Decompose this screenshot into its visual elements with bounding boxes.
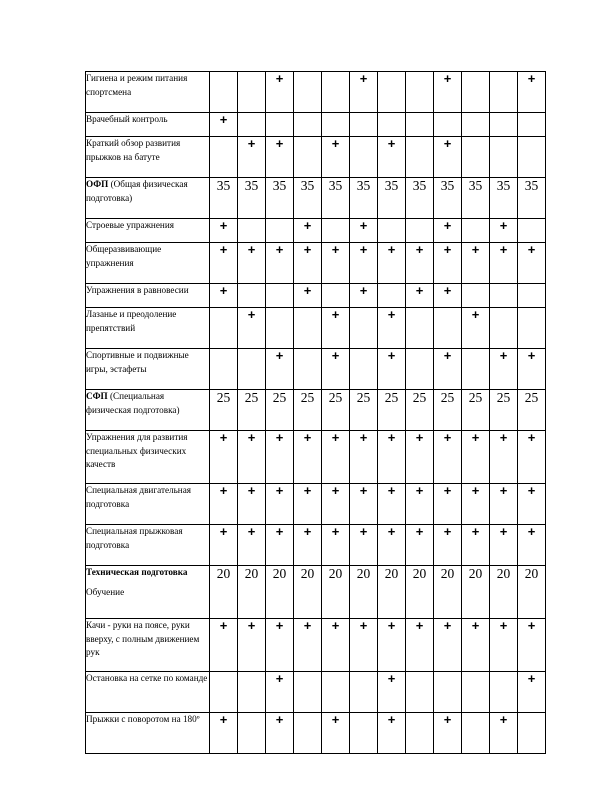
plan-cell (490, 308, 518, 349)
plan-cell: + (378, 431, 406, 484)
plan-cell (518, 137, 546, 178)
plan-cell: + (378, 672, 406, 713)
plan-cell (238, 713, 266, 754)
plan-cell (406, 113, 434, 137)
plan-cell: + (294, 525, 322, 566)
plan-cell (406, 672, 434, 713)
plan-cell: + (378, 713, 406, 754)
plan-cell (238, 219, 266, 243)
plan-cell: + (406, 525, 434, 566)
plan-cell: + (490, 431, 518, 484)
row-label-text: Краткий обзор развития прыжков на батуте (86, 138, 181, 162)
plan-cell (490, 672, 518, 713)
plan-cell: + (350, 243, 378, 284)
plan-cell (490, 113, 518, 137)
plan-cell: + (210, 284, 238, 308)
plan-cell: + (266, 349, 294, 390)
plan-cell (210, 308, 238, 349)
hours-cell: 20 (350, 566, 378, 619)
table-row (86, 308, 546, 349)
plan-cell (434, 308, 462, 349)
plan-cell: + (490, 525, 518, 566)
hours-cell: 20 (406, 566, 434, 619)
plan-cell (266, 113, 294, 137)
plan-cell: + (350, 484, 378, 525)
plan-cell (238, 672, 266, 713)
row-label (86, 713, 210, 754)
plan-cell: + (322, 619, 350, 672)
row-label-text: Спортивные и подвижные игры, эстафеты (86, 350, 189, 374)
plan-cell (462, 284, 490, 308)
row-label-subtext: Обучение (86, 586, 125, 597)
row-label (86, 219, 210, 243)
row-label (86, 284, 210, 308)
plan-cell: + (238, 484, 266, 525)
plan-cell: + (266, 431, 294, 484)
plan-cell (350, 349, 378, 390)
plan-cell: + (434, 525, 462, 566)
plan-cell: + (210, 243, 238, 284)
table-row (86, 525, 546, 566)
hours-cell: 35 (462, 178, 490, 219)
hours-cell: 35 (378, 178, 406, 219)
plan-cell: + (294, 431, 322, 484)
plan-cell: + (434, 713, 462, 754)
plan-cell (210, 672, 238, 713)
hours-cell: 20 (378, 566, 406, 619)
plan-cell: + (322, 484, 350, 525)
plan-cell: + (238, 619, 266, 672)
row-label-bold: Техническая подготовка (86, 567, 188, 577)
hours-cell: 25 (294, 390, 322, 431)
plan-cell: + (350, 72, 378, 113)
row-label (86, 308, 210, 349)
plan-cell (406, 219, 434, 243)
hours-cell: 35 (266, 178, 294, 219)
plan-cell: + (266, 672, 294, 713)
table-row (86, 284, 546, 308)
plan-cell: + (434, 484, 462, 525)
hours-cell: 25 (350, 390, 378, 431)
row-label-text: Упражнения в равновесии (86, 285, 189, 295)
plan-cell: + (518, 72, 546, 113)
plan-cell: + (518, 525, 546, 566)
plan-cell (406, 713, 434, 754)
row-label-text: Упражнения для развития специальных физических качеств (86, 432, 188, 469)
hours-cell: 25 (434, 390, 462, 431)
plan-cell (266, 308, 294, 349)
plan-cell: + (462, 308, 490, 349)
hours-cell: 25 (490, 390, 518, 431)
hours-cell: 20 (322, 566, 350, 619)
plan-cell: + (462, 484, 490, 525)
plan-cell: + (322, 308, 350, 349)
plan-cell: + (406, 284, 434, 308)
plan-cell: + (266, 484, 294, 525)
plan-cell (406, 308, 434, 349)
plan-cell: + (266, 713, 294, 754)
plan-cell: + (350, 619, 378, 672)
plan-cell: + (322, 349, 350, 390)
table-row (86, 390, 546, 431)
plan-cell: + (350, 525, 378, 566)
plan-cell (518, 113, 546, 137)
plan-cell: + (322, 713, 350, 754)
table-row (86, 713, 546, 754)
table-row (86, 431, 546, 484)
plan-cell (266, 219, 294, 243)
row-label-text: (Специальная физическая подготовка) (86, 391, 180, 415)
plan-cell: + (406, 619, 434, 672)
plan-cell: + (210, 619, 238, 672)
plan-cell: + (434, 243, 462, 284)
plan-cell (462, 72, 490, 113)
hours-cell: 35 (322, 178, 350, 219)
plan-cell: + (434, 349, 462, 390)
plan-cell: + (238, 137, 266, 178)
hours-cell: 25 (378, 390, 406, 431)
hours-cell: 20 (210, 566, 238, 619)
row-label (86, 243, 210, 284)
plan-cell (378, 219, 406, 243)
row-label (86, 178, 210, 219)
plan-cell (294, 72, 322, 113)
plan-cell: + (322, 525, 350, 566)
plan-cell: + (294, 219, 322, 243)
plan-cell (210, 72, 238, 113)
plan-cell (462, 219, 490, 243)
plan-cell: + (266, 243, 294, 284)
plan-cell (490, 72, 518, 113)
plan-cell: + (238, 308, 266, 349)
plan-cell (294, 672, 322, 713)
row-label-text: Лазанье и преодоление препятствий (86, 309, 177, 333)
plan-cell (210, 349, 238, 390)
hours-cell: 25 (238, 390, 266, 431)
plan-cell: + (490, 349, 518, 390)
plan-cell: + (210, 219, 238, 243)
plan-cell (406, 72, 434, 113)
plan-cell: + (518, 431, 546, 484)
plan-cell: + (266, 619, 294, 672)
row-label (86, 349, 210, 390)
plan-cell (322, 72, 350, 113)
hours-cell: 35 (350, 178, 378, 219)
plan-cell: + (434, 431, 462, 484)
plan-cell (378, 72, 406, 113)
plan-cell: + (350, 284, 378, 308)
plan-cell: + (490, 713, 518, 754)
row-label-text: Врачебный контроль (86, 114, 168, 124)
row-label-text: Строевые упражнения (86, 220, 174, 230)
row-label (86, 525, 210, 566)
plan-cell (406, 137, 434, 178)
plan-cell: + (378, 525, 406, 566)
hours-cell: 35 (434, 178, 462, 219)
hours-cell: 35 (518, 178, 546, 219)
plan-cell (490, 137, 518, 178)
row-label-bold: ОФП (86, 179, 109, 189)
plan-cell: + (490, 619, 518, 672)
hours-cell: 25 (406, 390, 434, 431)
plan-cell (238, 113, 266, 137)
plan-cell (238, 349, 266, 390)
plan-cell: + (490, 243, 518, 284)
table-row (86, 566, 546, 619)
row-label (86, 390, 210, 431)
plan-cell (322, 113, 350, 137)
plan-cell: + (406, 484, 434, 525)
row-label-text: Специальная двигательная подготовка (86, 485, 192, 509)
plan-cell: + (294, 284, 322, 308)
plan-cell: + (518, 619, 546, 672)
plan-cell (462, 672, 490, 713)
plan-cell (518, 284, 546, 308)
hours-cell: 20 (462, 566, 490, 619)
plan-cell (350, 713, 378, 754)
hours-cell: 25 (462, 390, 490, 431)
plan-cell: + (406, 243, 434, 284)
plan-cell: + (210, 484, 238, 525)
plan-cell (350, 137, 378, 178)
plan-cell: + (462, 431, 490, 484)
table-row (86, 113, 546, 137)
plan-cell: + (294, 484, 322, 525)
plan-cell: + (518, 672, 546, 713)
hours-cell: 20 (266, 566, 294, 619)
hours-cell: 20 (518, 566, 546, 619)
plan-cell: + (518, 243, 546, 284)
plan-cell: + (210, 113, 238, 137)
hours-cell: 35 (406, 178, 434, 219)
row-label-text: Прыжки с поворотом на 180º (86, 714, 200, 724)
row-label (86, 137, 210, 178)
table-row (86, 178, 546, 219)
plan-cell: + (434, 137, 462, 178)
plan-cell: + (210, 525, 238, 566)
table-row (86, 619, 546, 672)
plan-cell: + (266, 525, 294, 566)
plan-cell: + (490, 219, 518, 243)
plan-cell: + (406, 431, 434, 484)
plan-cell: + (378, 308, 406, 349)
table-body (86, 72, 546, 754)
table-row (86, 484, 546, 525)
plan-cell (462, 113, 490, 137)
plan-cell (238, 72, 266, 113)
table-row (86, 219, 546, 243)
plan-cell: + (518, 484, 546, 525)
hours-cell: 25 (518, 390, 546, 431)
plan-cell (518, 219, 546, 243)
row-label-text: Общеразвивающие упражнения (86, 244, 162, 268)
row-label (86, 72, 210, 113)
plan-cell: + (266, 72, 294, 113)
plan-cell (434, 672, 462, 713)
plan-cell (294, 113, 322, 137)
plan-cell: + (434, 619, 462, 672)
plan-cell (434, 113, 462, 137)
plan-cell (378, 113, 406, 137)
hours-cell: 25 (210, 390, 238, 431)
row-label-text: Гигиена и режим питания спортсмена (86, 73, 188, 97)
plan-cell: + (434, 219, 462, 243)
plan-cell: + (434, 284, 462, 308)
plan-cell: + (434, 72, 462, 113)
plan-cell: + (350, 431, 378, 484)
hours-cell: 20 (490, 566, 518, 619)
row-label (86, 619, 210, 672)
row-label (86, 566, 210, 619)
plan-cell (350, 308, 378, 349)
row-label (86, 484, 210, 525)
hours-cell: 35 (294, 178, 322, 219)
row-label-text: Остановка на сетке по команде (86, 673, 208, 683)
plan-cell: + (462, 619, 490, 672)
plan-cell (322, 219, 350, 243)
hours-cell: 35 (210, 178, 238, 219)
row-label-text: (Общая физическая подготовка) (86, 179, 188, 203)
plan-cell (294, 349, 322, 390)
plan-cell (378, 284, 406, 308)
plan-cell: + (378, 349, 406, 390)
hours-cell: 25 (322, 390, 350, 431)
plan-cell (238, 284, 266, 308)
row-label-text: Специальная прыжковая подготовка (86, 526, 183, 550)
plan-cell: + (322, 431, 350, 484)
plan-cell (322, 284, 350, 308)
plan-cell: + (378, 243, 406, 284)
table-row (86, 243, 546, 284)
hours-cell: 20 (294, 566, 322, 619)
plan-cell: + (210, 431, 238, 484)
plan-cell (462, 713, 490, 754)
plan-cell (518, 713, 546, 754)
training-plan-table (85, 71, 546, 754)
hours-cell: 20 (434, 566, 462, 619)
plan-cell (406, 349, 434, 390)
plan-cell: + (462, 243, 490, 284)
plan-cell (462, 349, 490, 390)
plan-cell: + (238, 525, 266, 566)
plan-cell (462, 137, 490, 178)
table-row (86, 137, 546, 178)
hours-cell: 35 (490, 178, 518, 219)
plan-cell: + (238, 431, 266, 484)
row-label (86, 431, 210, 484)
plan-cell: + (210, 713, 238, 754)
plan-cell: + (266, 137, 294, 178)
plan-cell (294, 137, 322, 178)
plan-cell: + (350, 219, 378, 243)
plan-cell: + (378, 619, 406, 672)
hours-cell: 25 (266, 390, 294, 431)
hours-cell: 35 (238, 178, 266, 219)
row-label (86, 672, 210, 713)
plan-cell: + (294, 243, 322, 284)
plan-cell: + (490, 484, 518, 525)
table-row (86, 349, 546, 390)
plan-cell: + (322, 243, 350, 284)
plan-cell (322, 672, 350, 713)
plan-cell: + (238, 243, 266, 284)
plan-cell: + (378, 484, 406, 525)
plan-cell (350, 672, 378, 713)
hours-cell: 20 (238, 566, 266, 619)
plan-cell: + (462, 525, 490, 566)
row-label-text: Качи - руки на поясе, руки вверху, с полным движением рук (86, 620, 200, 657)
plan-cell (518, 308, 546, 349)
plan-cell (210, 137, 238, 178)
plan-cell: + (322, 137, 350, 178)
table-row (86, 672, 546, 713)
plan-cell (490, 284, 518, 308)
table-row (86, 72, 546, 113)
row-label (86, 113, 210, 137)
plan-cell: + (378, 137, 406, 178)
plan-cell: + (294, 619, 322, 672)
plan-cell: + (518, 349, 546, 390)
plan-cell (266, 284, 294, 308)
plan-cell (294, 308, 322, 349)
plan-cell (350, 113, 378, 137)
plan-cell (294, 713, 322, 754)
row-label-bold: СФП (86, 391, 108, 401)
